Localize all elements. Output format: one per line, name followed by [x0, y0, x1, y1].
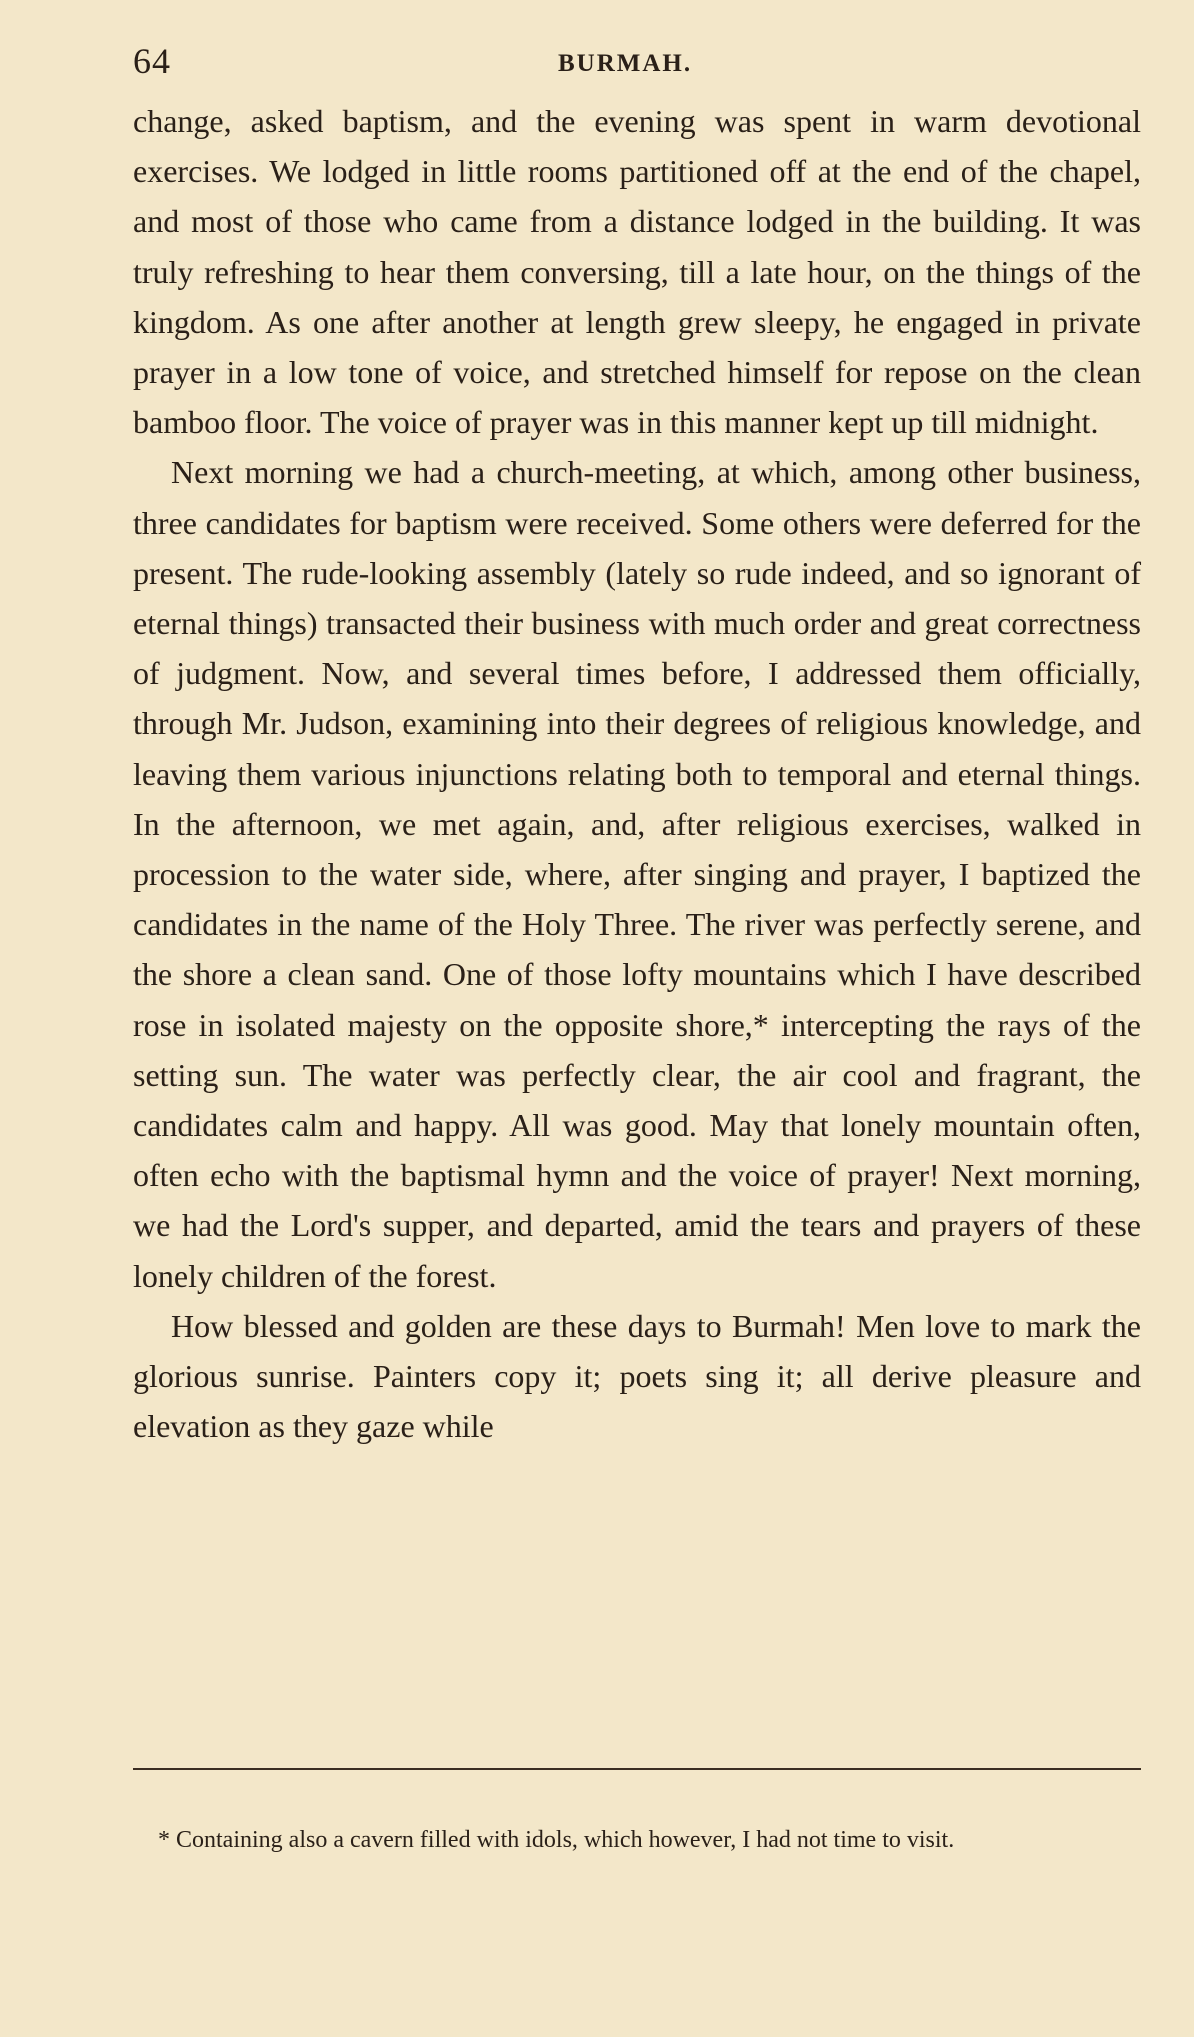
footnote-divider — [133, 1768, 1141, 1770]
page-header — [133, 30, 1138, 90]
page-number: 64 — [133, 41, 171, 81]
page-body — [133, 96, 1141, 1451]
running-title: BURMAH. — [558, 50, 693, 77]
paragraph-3: How blessed and golden are these days to Burmah! Men love to mark the glorious sunrise. Painters copy it; poets sing it; all derive pleasure and elevation as they gaze while — [133, 1307, 1141, 1445]
footnote: * Containing also a cavern filled with idols, which however, I had not time to visit. — [158, 1827, 955, 1853]
paragraph-2: Next morning we had a church-meeting, at which, among other business, three candidates for baptism were received. Some others were deferred for the present. The rude-looking assembly (lately so rude indeed, and so ignorant of eternal things) transacted their business with much order and great correctness of judgment. Now, and several times before, I addressed them officially, through Mr. Judson, examining into their degrees of religious knowledge, and leaving them various injunctions relating both to temporal and eternal things. In the afternoon, we met again, and, after religious exercises, walked in procession to the water side, where, after singing and prayer, I baptized the candidates in the name of the Holy Three. The river was perfectly serene, and the shore a clean sand. One of those lofty mountains which I have described rose in isolated majesty on the opposite shore,* intercepting the rays of the setting sun. The water was perfectly clear, the air cool and fragrant, the candidates calm and happy. All was good. May that lonely mountain often, often echo with the baptismal hymn and the voice of prayer! Next morning, we had the Lord's supper, and departed, amid the tears and prayers of these lonely children of the forest. — [133, 454, 1141, 1294]
paragraph-1: change, asked baptism, and the evening was spent in warm devotional exercises. We lodged in little rooms partitioned off at the end of the chapel, and most of those who came from a distance lodged in the building. It was truly refreshing to hear them conversing, till a late hour, on the things of the kingdom. As one after another at length grew sleepy, he engaged in private prayer in a low tone of voice, and stretched himself for repose on the clean bamboo floor. The voice of prayer was in this manner kept up till midnight. — [133, 103, 1141, 441]
